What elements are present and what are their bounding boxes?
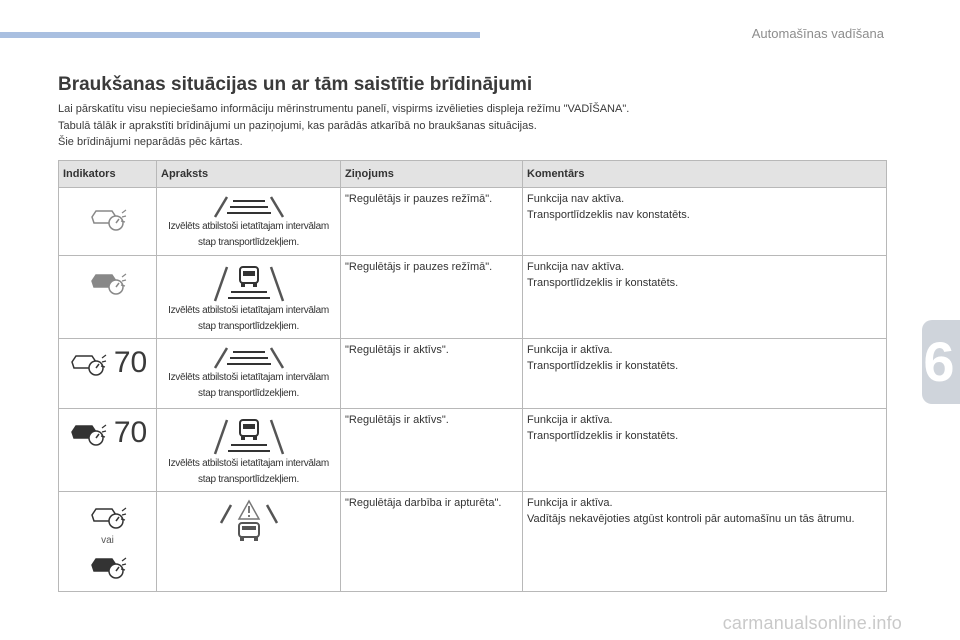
comment-line: Vadītājs nekavējoties atgūst kontroli pār automašīnu un tās ātrumu.	[527, 513, 855, 525]
indicator-cell	[59, 339, 157, 409]
warnings-table	[58, 160, 887, 592]
alert-vehicle-icon	[161, 497, 336, 543]
description-cell	[157, 188, 341, 256]
table-header-row	[59, 161, 887, 188]
description-cell	[157, 492, 341, 592]
comment-line: Transportlīdzeklis nav konstatēts.	[527, 209, 690, 221]
intro-line: Lai pārskatītu visu nepieciešamo informāciju mērinstrumentu panelī, vispirms izvēlieties displeja režīmu "VADĪŠANA".	[58, 103, 630, 115]
page-title: Braukšanas situācijas un ar tām saistītie brīdinājumi	[58, 74, 533, 95]
comment-cell	[523, 188, 887, 256]
intro-line: Tabulā tālāk ir aprakstīti brīdinājumi un paziņojumi, kas parādās atkarībā no braukšanas situācijas.	[58, 119, 537, 132]
column-header-comment: Komentārs	[523, 161, 887, 188]
comment-line: Funkcija ir aktīva.	[527, 497, 613, 509]
lanes-vehicle-icon	[161, 263, 336, 303]
speed-value: 70	[113, 416, 148, 449]
table-row	[59, 188, 887, 256]
or-label: vai	[101, 535, 114, 546]
indicator-cell	[59, 492, 157, 592]
description-cell	[157, 409, 341, 492]
cruise-control-filled-icon	[88, 267, 128, 297]
indicator-cell	[59, 256, 157, 339]
lanes-icon	[161, 195, 336, 219]
indicator-cell	[59, 188, 157, 256]
cruise-control-filled-icon	[88, 551, 128, 581]
comment-line: Funkcija nav aktīva.	[527, 193, 625, 205]
section-title: Automašīnas vadīšana	[751, 26, 884, 41]
intro-text	[58, 101, 898, 151]
lanes-icon	[161, 346, 336, 370]
description-caption: Izvēlēts atbilstoši ietatītajam intervālam stap transportlīdzekļiem.	[168, 458, 329, 485]
comment-cell	[523, 339, 887, 409]
column-header-description: Apraksts	[157, 161, 341, 188]
column-header-indicator: Indikators	[59, 161, 157, 188]
table-row	[59, 339, 887, 409]
comment-line: Transportlīdzeklis ir konstatēts.	[527, 360, 679, 372]
watermark: carmanualsonline.info	[722, 613, 902, 633]
header-accent-bar	[0, 32, 480, 38]
table-row	[59, 492, 887, 592]
description-caption: Izvēlēts atbilstoši ietatītajam intervālam stap transportlīdzekļiem.	[168, 305, 329, 332]
description-caption: Izvēlēts atbilstoši ietatītajam intervālam stap transportlīdzekļiem.	[168, 221, 329, 248]
speed-value: 70	[113, 346, 148, 379]
message-cell: "Regulētājs ir aktīvs".	[341, 409, 523, 492]
description-caption: Izvēlēts atbilstoši ietatītajam intervālam stap transportlīdzekļiem.	[168, 372, 329, 399]
table-row	[59, 256, 887, 339]
comment-line: Funkcija ir aktīva.	[527, 344, 613, 356]
cruise-control-filled-icon	[68, 418, 108, 448]
chapter-number: 6	[923, 330, 955, 393]
comment-line: Transportlīdzeklis ir konstatēts.	[527, 277, 679, 289]
description-cell	[157, 339, 341, 409]
message-cell: "Regulētājs ir pauzes režīmā".	[341, 188, 523, 256]
message-cell: "Regulētājs ir pauzes režīmā".	[341, 256, 523, 339]
lanes-vehicle-icon	[161, 416, 336, 456]
message-cell: "Regulētājs ir aktīvs".	[341, 339, 523, 409]
cruise-control-outline-icon	[68, 348, 108, 378]
intro-line: Šie brīdinājumi neparādās pēc kārtas.	[58, 136, 243, 148]
comment-line: Transportlīdzeklis ir konstatēts.	[527, 430, 679, 442]
message-cell: "Regulētāja darbība ir apturēta".	[341, 492, 523, 592]
comment-cell	[523, 492, 887, 592]
column-header-message: Ziņojums	[341, 161, 523, 188]
comment-line: Funkcija ir aktīva.	[527, 414, 613, 426]
table-row	[59, 409, 887, 492]
cruise-control-outline-icon	[88, 203, 128, 233]
comment-cell	[523, 409, 887, 492]
comment-line: Funkcija nav aktīva.	[527, 261, 625, 273]
cruise-control-outline-icon	[88, 501, 128, 531]
description-cell	[157, 256, 341, 339]
comment-cell	[523, 256, 887, 339]
indicator-cell	[59, 409, 157, 492]
